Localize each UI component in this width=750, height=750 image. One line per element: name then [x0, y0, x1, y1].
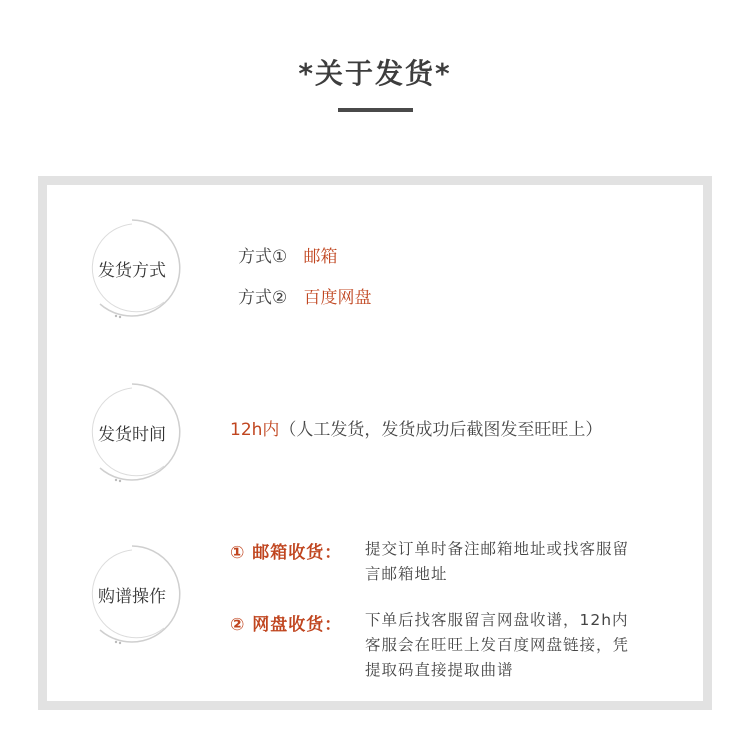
section-label: 发货方式: [98, 260, 166, 281]
method-row-1: [238, 242, 337, 267]
step-line: 客服会在旺旺上发百度网盘链接，凭: [365, 636, 630, 654]
time-highlight: 12h内: [230, 420, 280, 440]
section-label: 购谱操作: [98, 586, 166, 607]
step-title-netdisk: ② 网盘收货：: [230, 615, 343, 635]
time-note: （人工发货，发货成功后截图发至旺旺上）: [279, 420, 603, 440]
method-value: 百度网盘: [303, 288, 372, 308]
section-badge-shipping-time: [80, 380, 184, 484]
step-desc-email: [365, 537, 685, 587]
section-badge-shipping-method: [80, 216, 184, 320]
method-prefix: 方式②: [238, 288, 288, 308]
time-row: [230, 415, 602, 440]
method-prefix: 方式①: [238, 247, 288, 267]
step-line: 下单后找客服留言网盘收谱，12h内: [365, 611, 629, 629]
step-line: 提取码直接提取曲谱: [365, 661, 514, 679]
section-badge-purchase-steps: [80, 542, 184, 646]
section-label: 发货时间: [98, 424, 166, 445]
step-desc-netdisk: [365, 608, 685, 683]
step-title-email: ① 邮箱收货：: [230, 543, 343, 563]
method-value: 邮箱: [303, 247, 338, 267]
step-line: 提交订单时备注邮箱地址或找客服留: [365, 540, 630, 558]
method-row-2: [238, 283, 371, 308]
page-title: *关于发货*: [298, 57, 452, 90]
step-line: 言邮箱地址: [365, 565, 448, 583]
title-underline: [338, 108, 413, 112]
